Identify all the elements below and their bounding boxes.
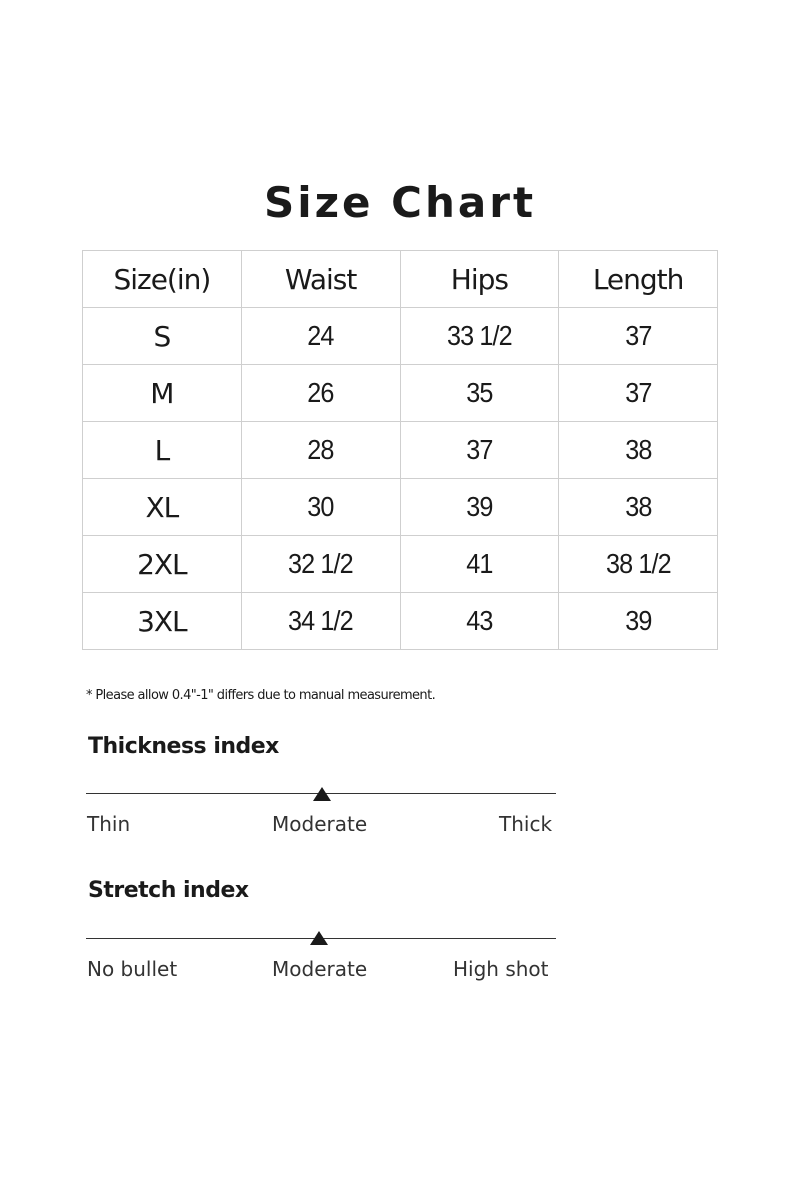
hips-cell: 39 <box>408 479 551 536</box>
size-cell: L <box>83 422 242 479</box>
size-cell: XL <box>83 479 242 536</box>
thickness-label-moderate: Moderate <box>272 812 368 836</box>
table-row <box>83 365 718 422</box>
header-size: Size(in) <box>83 251 242 308</box>
hips-cell: 43 <box>408 593 551 650</box>
header-waist: Waist <box>241 251 400 308</box>
stretch-label-moderate: Moderate <box>272 957 368 981</box>
table-row <box>83 479 718 536</box>
waist-cell: 30 <box>249 479 392 536</box>
stretch-index-title: Stretch index <box>88 878 249 903</box>
length-cell: 39 <box>567 593 710 650</box>
header-hips: Hips <box>400 251 559 308</box>
table-row <box>83 536 718 593</box>
thickness-label-thin: Thin <box>87 812 131 836</box>
waist-cell: 34 1/2 <box>249 593 392 650</box>
length-cell: 38 <box>567 422 710 479</box>
thickness-index-title: Thickness index <box>88 734 279 759</box>
waist-cell: 26 <box>249 365 392 422</box>
waist-cell: 24 <box>249 308 392 365</box>
table-row <box>83 422 718 479</box>
length-cell: 38 1/2 <box>567 536 710 593</box>
stretch-marker-icon <box>310 931 328 945</box>
table-header-row <box>83 251 718 308</box>
stretch-label-no-bullet: No bullet <box>87 957 178 981</box>
length-cell: 38 <box>567 479 710 536</box>
size-chart-table <box>82 250 718 650</box>
table-row <box>83 593 718 650</box>
waist-cell: 32 1/2 <box>249 536 392 593</box>
hips-cell: 41 <box>408 536 551 593</box>
stretch-label-high-shot: High shot <box>453 957 549 981</box>
hips-cell: 37 <box>408 422 551 479</box>
thickness-label-thick: Thick <box>499 812 553 836</box>
table-row <box>83 308 718 365</box>
size-cell: S <box>83 308 242 365</box>
waist-cell: 28 <box>249 422 392 479</box>
size-cell: M <box>83 365 242 422</box>
measurement-note: * Please allow 0.4"-1" differs due to manual measurement. <box>86 688 436 703</box>
length-cell: 37 <box>567 365 710 422</box>
header-length: Length <box>559 251 718 308</box>
hips-cell: 33 1/2 <box>408 308 551 365</box>
hips-cell: 35 <box>408 365 551 422</box>
thickness-marker-icon <box>313 787 331 801</box>
size-cell: 2XL <box>83 536 242 593</box>
length-cell: 37 <box>567 308 710 365</box>
size-cell: 3XL <box>83 593 242 650</box>
page-title: Size Chart <box>263 178 537 227</box>
